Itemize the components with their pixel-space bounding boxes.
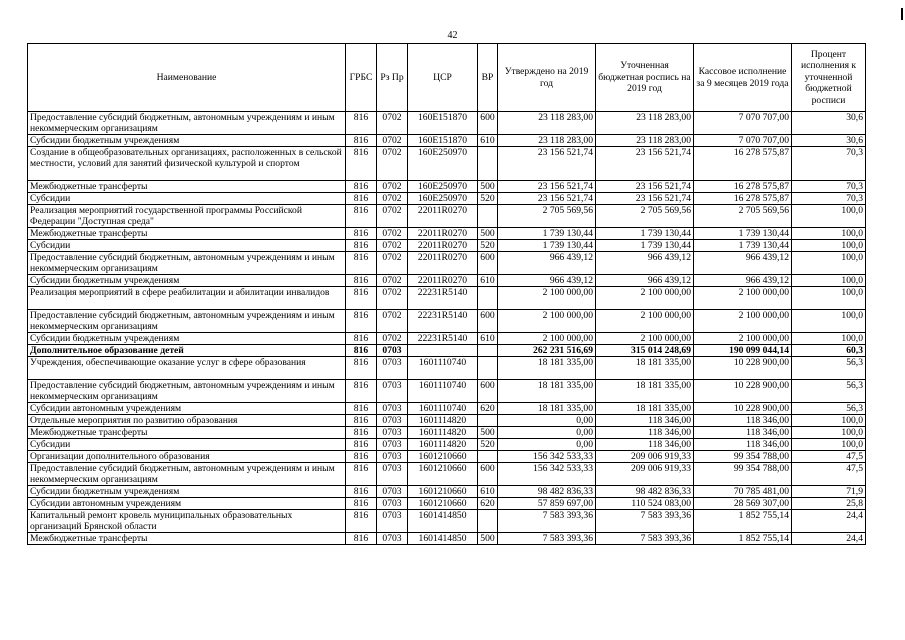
- table-row: [28, 486, 866, 498]
- row-name: Субсидии автономным учреждениям: [28, 403, 346, 415]
- row-refined: 1 739 130,44: [596, 240, 694, 252]
- row-csr: 1601110740: [408, 403, 478, 415]
- row-name: Межбюджетные трансферты: [28, 181, 346, 193]
- row-refined: 23 156 521,74: [596, 193, 694, 205]
- table-row: [28, 463, 866, 486]
- row-refined: 966 439,12: [596, 275, 694, 287]
- row-rzpr: 0702: [377, 205, 408, 228]
- row-refined: 2 100 000,00: [596, 333, 694, 345]
- row-approved: 2 705 569,56: [498, 205, 596, 228]
- row-percent: 30,6: [792, 112, 866, 135]
- row-rzpr: 0703: [377, 427, 408, 439]
- row-grbs: 816: [346, 112, 377, 135]
- row-vr: 600: [478, 310, 498, 333]
- row-percent: 100,0: [792, 415, 866, 427]
- row-grbs: 816: [346, 427, 377, 439]
- row-percent: 100,0: [792, 240, 866, 252]
- table-body: [28, 112, 866, 545]
- row-grbs: 816: [346, 193, 377, 205]
- row-vr: 500: [478, 427, 498, 439]
- row-vr: [478, 287, 498, 310]
- row-name: Учреждения, обеспечивающие оказание услуг в сфере образования: [28, 357, 346, 380]
- row-executed: 118 346,00: [694, 439, 792, 451]
- row-vr: [478, 357, 498, 380]
- row-approved: 57 859 697,00: [498, 498, 596, 510]
- table-row: [28, 533, 866, 545]
- row-percent: 24,4: [792, 533, 866, 545]
- table-row: [28, 427, 866, 439]
- row-executed: 28 569 307,00: [694, 498, 792, 510]
- row-approved: 7 583 393,36: [498, 533, 596, 545]
- row-name: Предоставление субсидий бюджетным, автономным учреждениям и иным некоммерческим организациям: [28, 112, 346, 135]
- row-vr: 620: [478, 403, 498, 415]
- table-row: [28, 135, 866, 147]
- row-grbs: 816: [346, 333, 377, 345]
- col-header-vr: ВР: [478, 44, 498, 112]
- row-csr: 22231R5140: [408, 287, 478, 310]
- row-percent: 100,0: [792, 205, 866, 228]
- row-percent: 70,3: [792, 147, 866, 181]
- row-name: Субсидии бюджетным учреждениям: [28, 135, 346, 147]
- row-refined: 118 346,00: [596, 439, 694, 451]
- row-vr: 520: [478, 439, 498, 451]
- row-refined: 1 739 130,44: [596, 228, 694, 240]
- row-refined: 7 583 393,36: [596, 510, 694, 533]
- row-grbs: 816: [346, 310, 377, 333]
- row-name: Предоставление субсидий бюджетным, автономным учреждениям и иным некоммерческим организациям: [28, 252, 346, 275]
- row-vr: [478, 415, 498, 427]
- row-csr: 1601210660: [408, 498, 478, 510]
- row-rzpr: 0702: [377, 228, 408, 240]
- row-name: Отдельные мероприятия по развитию образования: [28, 415, 346, 427]
- row-executed: 10 228 900,00: [694, 403, 792, 415]
- row-percent: 70,3: [792, 181, 866, 193]
- table-row: [28, 451, 866, 463]
- row-executed: 1 739 130,44: [694, 240, 792, 252]
- row-rzpr: 0702: [377, 135, 408, 147]
- row-executed: 99 354 788,00: [694, 463, 792, 486]
- row-name: Межбюджетные трансферты: [28, 427, 346, 439]
- row-vr: 520: [478, 193, 498, 205]
- row-csr: 1601210660: [408, 451, 478, 463]
- row-rzpr: 0703: [377, 486, 408, 498]
- row-percent: 100,0: [792, 427, 866, 439]
- row-refined: 18 181 335,00: [596, 357, 694, 380]
- row-refined: 118 346,00: [596, 415, 694, 427]
- row-rzpr: 0703: [377, 498, 408, 510]
- row-percent: 47,5: [792, 451, 866, 463]
- row-csr: 160E250970: [408, 147, 478, 181]
- row-percent: 60,3: [792, 345, 866, 357]
- row-csr: 1601210660: [408, 463, 478, 486]
- row-approved: 23 156 521,74: [498, 147, 596, 181]
- row-approved: 2 100 000,00: [498, 310, 596, 333]
- row-grbs: 816: [346, 228, 377, 240]
- row-name: Капитальный ремонт кровель муниципальных образовательных организаций Брянской области: [28, 510, 346, 533]
- row-grbs: 816: [346, 451, 377, 463]
- row-rzpr: 0703: [377, 345, 408, 357]
- row-approved: 0,00: [498, 427, 596, 439]
- row-approved: 98 482 836,33: [498, 486, 596, 498]
- row-name: Организации дополнительного образования: [28, 451, 346, 463]
- row-rzpr: 0702: [377, 275, 408, 287]
- row-executed: 1 852 755,14: [694, 533, 792, 545]
- col-header-name: Наименование: [28, 44, 346, 112]
- row-percent: 100,0: [792, 310, 866, 333]
- row-grbs: 816: [346, 533, 377, 545]
- table-row: [28, 498, 866, 510]
- row-approved: 262 231 516,69: [498, 345, 596, 357]
- table-row: [28, 147, 866, 181]
- row-executed: 2 100 000,00: [694, 287, 792, 310]
- table-row: [28, 181, 866, 193]
- table-row: [28, 193, 866, 205]
- row-rzpr: 0703: [377, 463, 408, 486]
- row-refined: 23 156 521,74: [596, 181, 694, 193]
- row-vr: [478, 205, 498, 228]
- row-grbs: 816: [346, 345, 377, 357]
- table-row: [28, 240, 866, 252]
- budget-table: [27, 43, 866, 545]
- table-row: [28, 510, 866, 533]
- row-executed: 966 439,12: [694, 252, 792, 275]
- col-header-refined: Уточненная бюджетная роспись на 2019 год: [596, 44, 694, 112]
- row-grbs: 816: [346, 147, 377, 181]
- row-rzpr: 0703: [377, 403, 408, 415]
- row-csr: 1601114820: [408, 439, 478, 451]
- row-approved: 23 156 521,74: [498, 181, 596, 193]
- row-name: Субсидии: [28, 193, 346, 205]
- row-percent: 71,9: [792, 486, 866, 498]
- row-refined: 23 118 283,00: [596, 112, 694, 135]
- row-executed: 16 278 575,87: [694, 147, 792, 181]
- row-executed: 7 070 707,00: [694, 112, 792, 135]
- row-refined: 209 006 919,33: [596, 451, 694, 463]
- row-executed: 1 852 755,14: [694, 510, 792, 533]
- row-vr: 610: [478, 275, 498, 287]
- row-refined: 23 156 521,74: [596, 147, 694, 181]
- row-csr: 160E250970: [408, 193, 478, 205]
- row-refined: 18 181 335,00: [596, 403, 694, 415]
- row-csr: 1601110740: [408, 357, 478, 380]
- row-grbs: 816: [346, 415, 377, 427]
- row-name: Субсидии: [28, 439, 346, 451]
- row-executed: 118 346,00: [694, 415, 792, 427]
- table-row: [28, 403, 866, 415]
- row-grbs: 816: [346, 403, 377, 415]
- row-rzpr: 0703: [377, 380, 408, 403]
- row-vr: [478, 510, 498, 533]
- row-rzpr: 0702: [377, 252, 408, 275]
- table-row: [28, 112, 866, 135]
- row-csr: 160E151870: [408, 112, 478, 135]
- row-refined: 110 524 083,00: [596, 498, 694, 510]
- row-approved: 0,00: [498, 415, 596, 427]
- row-rzpr: 0702: [377, 240, 408, 252]
- row-rzpr: 0703: [377, 451, 408, 463]
- row-rzpr: 0702: [377, 287, 408, 310]
- row-percent: 56,3: [792, 403, 866, 415]
- row-approved: 18 181 335,00: [498, 403, 596, 415]
- row-vr: 500: [478, 228, 498, 240]
- row-refined: 2 100 000,00: [596, 310, 694, 333]
- row-name: Создание в общеобразовательных организациях, расположенных в сельской местности, условий для занятий физической культурой и спортом: [28, 147, 346, 181]
- row-rzpr: 0703: [377, 533, 408, 545]
- row-vr: 600: [478, 463, 498, 486]
- row-vr: [478, 345, 498, 357]
- row-rzpr: 0702: [377, 181, 408, 193]
- row-approved: 7 583 393,36: [498, 510, 596, 533]
- row-executed: 1 739 130,44: [694, 228, 792, 240]
- table-row: [28, 205, 866, 228]
- row-approved: 156 342 533,33: [498, 451, 596, 463]
- row-executed: 966 439,12: [694, 275, 792, 287]
- row-executed: 2 705 569,56: [694, 205, 792, 228]
- row-csr: 1601210660: [408, 486, 478, 498]
- row-percent: 70,3: [792, 193, 866, 205]
- row-rzpr: 0702: [377, 147, 408, 181]
- col-header-grbs: ГРБС: [346, 44, 377, 112]
- row-csr: 22011R0270: [408, 275, 478, 287]
- row-percent: 100,0: [792, 275, 866, 287]
- row-approved: 23 156 521,74: [498, 193, 596, 205]
- row-vr: 600: [478, 252, 498, 275]
- page-number: 42: [447, 30, 458, 41]
- row-refined: 2 100 000,00: [596, 287, 694, 310]
- row-grbs: 816: [346, 510, 377, 533]
- row-name: Дополнительное образование детей: [28, 345, 346, 357]
- row-csr: 22011R0270: [408, 205, 478, 228]
- row-name: Реализация мероприятий государственной программы Российской Федерации "Доступная среда": [28, 205, 346, 228]
- row-refined: 18 181 335,00: [596, 380, 694, 403]
- row-approved: 2 100 000,00: [498, 333, 596, 345]
- row-rzpr: 0703: [377, 510, 408, 533]
- table-row: [28, 252, 866, 275]
- row-percent: 30,6: [792, 135, 866, 147]
- row-percent: 47,5: [792, 463, 866, 486]
- row-percent: 56,3: [792, 357, 866, 380]
- row-refined: 98 482 836,33: [596, 486, 694, 498]
- row-csr: 22011R0270: [408, 252, 478, 275]
- row-rzpr: 0703: [377, 415, 408, 427]
- row-executed: 16 278 575,87: [694, 193, 792, 205]
- row-percent: 25,8: [792, 498, 866, 510]
- row-name: Субсидии автономным учреждениям: [28, 498, 346, 510]
- header-row: [28, 44, 866, 112]
- row-name: Субсидии бюджетным учреждениям: [28, 333, 346, 345]
- row-executed: 2 100 000,00: [694, 333, 792, 345]
- row-approved: 0,00: [498, 439, 596, 451]
- row-grbs: 816: [346, 486, 377, 498]
- row-vr: 610: [478, 333, 498, 345]
- row-refined: 315 014 248,69: [596, 345, 694, 357]
- row-approved: 156 342 533,33: [498, 463, 596, 486]
- row-csr: [408, 345, 478, 357]
- row-executed: 70 785 481,00: [694, 486, 792, 498]
- row-vr: 620: [478, 498, 498, 510]
- row-grbs: 816: [346, 205, 377, 228]
- row-executed: 2 100 000,00: [694, 310, 792, 333]
- row-percent: 100,0: [792, 439, 866, 451]
- row-percent: 24,4: [792, 510, 866, 533]
- row-percent: 56,3: [792, 380, 866, 403]
- row-vr: [478, 451, 498, 463]
- row-name: Субсидии бюджетным учреждениям: [28, 275, 346, 287]
- row-grbs: 816: [346, 498, 377, 510]
- row-vr: 600: [478, 112, 498, 135]
- row-executed: 7 070 707,00: [694, 135, 792, 147]
- table-row: [28, 310, 866, 333]
- row-csr: 22231R5140: [408, 310, 478, 333]
- row-refined: 7 583 393,36: [596, 533, 694, 545]
- row-grbs: 816: [346, 252, 377, 275]
- row-executed: 118 346,00: [694, 427, 792, 439]
- row-rzpr: 0703: [377, 439, 408, 451]
- row-refined: 118 346,00: [596, 427, 694, 439]
- row-approved: 966 439,12: [498, 275, 596, 287]
- row-rzpr: 0702: [377, 310, 408, 333]
- row-approved: 18 181 335,00: [498, 380, 596, 403]
- col-header-percent: Процент исполнения к уточненной бюджетной росписи: [792, 44, 866, 112]
- row-executed: 10 228 900,00: [694, 357, 792, 380]
- row-percent: 100,0: [792, 252, 866, 275]
- row-name: Предоставление субсидий бюджетным, автономным учреждениям и иным некоммерческим организациям: [28, 310, 346, 333]
- row-csr: 1601110740: [408, 380, 478, 403]
- row-csr: 22011R0270: [408, 240, 478, 252]
- row-grbs: 816: [346, 135, 377, 147]
- row-grbs: 816: [346, 463, 377, 486]
- row-executed: 16 278 575,87: [694, 181, 792, 193]
- col-header-executed: Кассовое исполнение за 9 месяцев 2019 года: [694, 44, 792, 112]
- row-vr: 500: [478, 533, 498, 545]
- row-percent: 100,0: [792, 228, 866, 240]
- row-csr: 1601414850: [408, 510, 478, 533]
- row-vr: 500: [478, 181, 498, 193]
- row-rzpr: 0703: [377, 357, 408, 380]
- row-grbs: 816: [346, 439, 377, 451]
- row-grbs: 816: [346, 275, 377, 287]
- row-name: Межбюджетные трансферты: [28, 533, 346, 545]
- table-row: [28, 415, 866, 427]
- row-vr: 520: [478, 240, 498, 252]
- col-header-csr: ЦСР: [408, 44, 478, 112]
- row-refined: 966 439,12: [596, 252, 694, 275]
- row-refined: 2 705 569,56: [596, 205, 694, 228]
- row-vr: [478, 147, 498, 181]
- col-header-rzpr: Рз Пр: [377, 44, 408, 112]
- row-name: Предоставление субсидий бюджетным, автономным учреждениям и иным некоммерческим организациям: [28, 380, 346, 403]
- table-row: [28, 357, 866, 380]
- row-name: Реализация мероприятий в сфере реабилитации и абилитации инвалидов: [28, 287, 346, 310]
- row-rzpr: 0702: [377, 193, 408, 205]
- row-csr: 1601114820: [408, 415, 478, 427]
- row-grbs: 816: [346, 181, 377, 193]
- row-csr: 22011R0270: [408, 228, 478, 240]
- edge-mark: [901, 8, 903, 20]
- row-csr: 1601414850: [408, 533, 478, 545]
- row-vr: 610: [478, 135, 498, 147]
- row-vr: 610: [478, 486, 498, 498]
- row-vr: 600: [478, 380, 498, 403]
- row-rzpr: 0702: [377, 112, 408, 135]
- table-row: [28, 333, 866, 345]
- table-row: [28, 439, 866, 451]
- row-csr: 22231R5140: [408, 333, 478, 345]
- row-approved: 23 118 283,00: [498, 135, 596, 147]
- row-executed: 10 228 900,00: [694, 380, 792, 403]
- table-row: [28, 275, 866, 287]
- row-csr: 1601114820: [408, 427, 478, 439]
- row-grbs: 816: [346, 240, 377, 252]
- col-header-approved: Утверждено на 2019 год: [498, 44, 596, 112]
- row-executed: 190 099 044,14: [694, 345, 792, 357]
- row-name: Субсидии: [28, 240, 346, 252]
- row-grbs: 816: [346, 357, 377, 380]
- row-name: Предоставление субсидий бюджетным, автономным учреждениям и иным некоммерческим организациям: [28, 463, 346, 486]
- row-approved: 18 181 335,00: [498, 357, 596, 380]
- row-refined: 23 118 283,00: [596, 135, 694, 147]
- row-csr: 160E151870: [408, 135, 478, 147]
- row-name: Субсидии бюджетным учреждениям: [28, 486, 346, 498]
- row-csr: 160E250970: [408, 181, 478, 193]
- row-percent: 100,0: [792, 333, 866, 345]
- table-row: [28, 287, 866, 310]
- row-approved: 966 439,12: [498, 252, 596, 275]
- table-row: [28, 380, 866, 403]
- row-rzpr: 0702: [377, 333, 408, 345]
- row-approved: 1 739 130,44: [498, 228, 596, 240]
- row-approved: 1 739 130,44: [498, 240, 596, 252]
- row-approved: 23 118 283,00: [498, 112, 596, 135]
- row-grbs: 816: [346, 287, 377, 310]
- table-row: [28, 345, 866, 357]
- row-approved: 2 100 000,00: [498, 287, 596, 310]
- row-name: Межбюджетные трансферты: [28, 228, 346, 240]
- row-refined: 209 006 919,33: [596, 463, 694, 486]
- row-grbs: 816: [346, 380, 377, 403]
- row-percent: 100,0: [792, 287, 866, 310]
- table-row: [28, 228, 866, 240]
- row-executed: 99 354 788,00: [694, 451, 792, 463]
